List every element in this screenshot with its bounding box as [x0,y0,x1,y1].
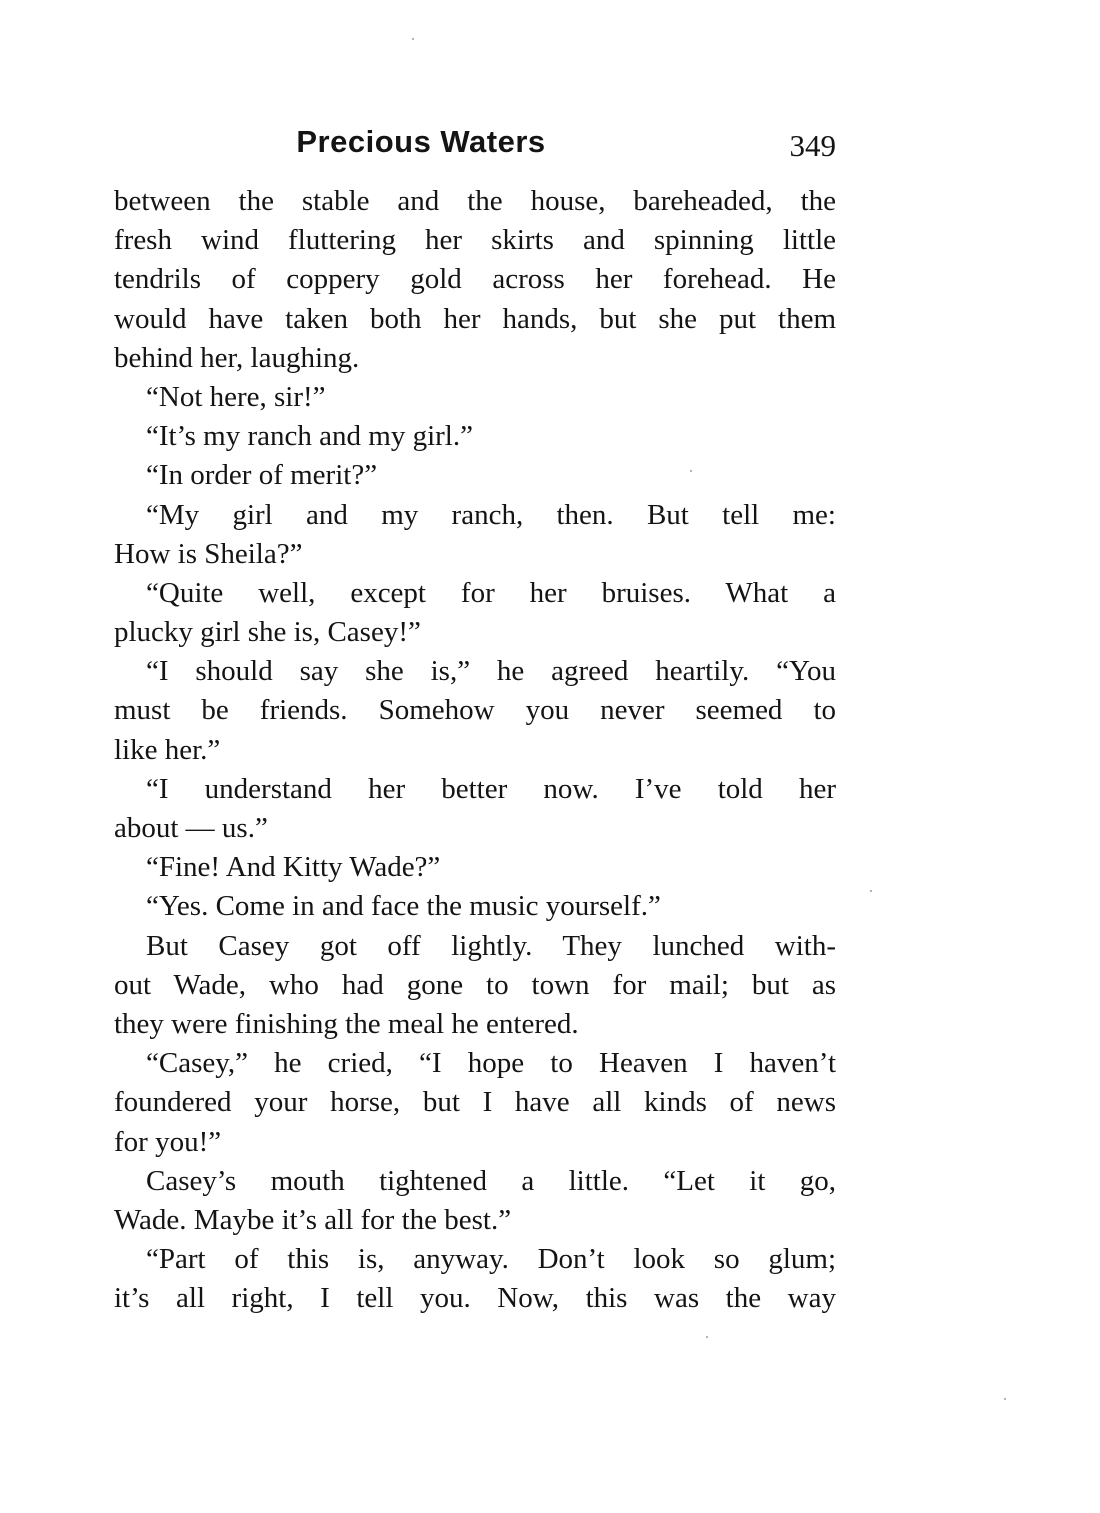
text-line: plucky girl she is, Casey!” [114,616,421,649]
text-line: for you!” [114,1125,222,1158]
text-line: like her.” [114,733,221,766]
text-line: “Fine! And Kitty Wade?” [146,851,441,884]
text-line: “It’s my ranch and my girl.” [146,420,473,453]
text-line: foundered your horse, but I have all kinds of news [114,1086,836,1119]
text-line: “Quite well, except for her bruises. What a [146,576,836,609]
scan-speck [412,38,414,40]
text-line: “I understand her better now. I’ve told her [146,772,836,805]
text-line: out Wade, who had gone to town for mail; but as [114,968,836,1001]
text-line: they were finishing the meal he entered. [114,1007,579,1040]
text-line: But Casey got off lightly. They lunched with- [146,929,836,962]
text-line: “Yes. Come in and face the music yourself.” [146,890,661,923]
text-line: it’s all right, I tell you. Now, this was the way [114,1282,836,1315]
running-title: Precious Waters [296,124,546,159]
page-number: 349 [789,128,836,163]
scan-speck [690,470,692,472]
scan-speck [870,890,872,892]
text-line: How is Sheila?” [114,537,303,570]
text-line: about — us.” [114,812,268,844]
text-line: Casey’s mouth tightened a little. “Let it go, [146,1164,836,1197]
text-line: “My girl and my ranch, then. But tell me: [146,498,836,531]
text-line: “Part of this is, anyway. Don’t look so glum; [146,1243,836,1276]
text-line: “I should say she is,” he agreed heartily. “You [146,655,836,688]
text-line: would have taken both her hands, but she put them [114,302,836,335]
text-line: behind her, laughing. [114,341,360,374]
body-text [114,182,836,1318]
text-line: Wade. Maybe it’s all for the best.” [114,1203,512,1236]
scan-speck [1004,1398,1006,1400]
text-line: “Not here, sir!” [146,380,326,413]
text-line: fresh wind fluttering her skirts and spinning little [114,224,836,257]
text-line: “In order of merit?” [146,459,378,492]
text-line: “Casey,” he cried, “I hope to Heaven I haven’t [146,1047,836,1080]
text-line: tendrils of coppery gold across her forehead. He [114,263,836,296]
running-head [114,122,836,168]
text-line: must be friends. Somehow you never seemed to [114,694,836,727]
text-line: between the stable and the house, bareheaded, the [114,185,836,217]
scan-speck [706,1336,708,1338]
